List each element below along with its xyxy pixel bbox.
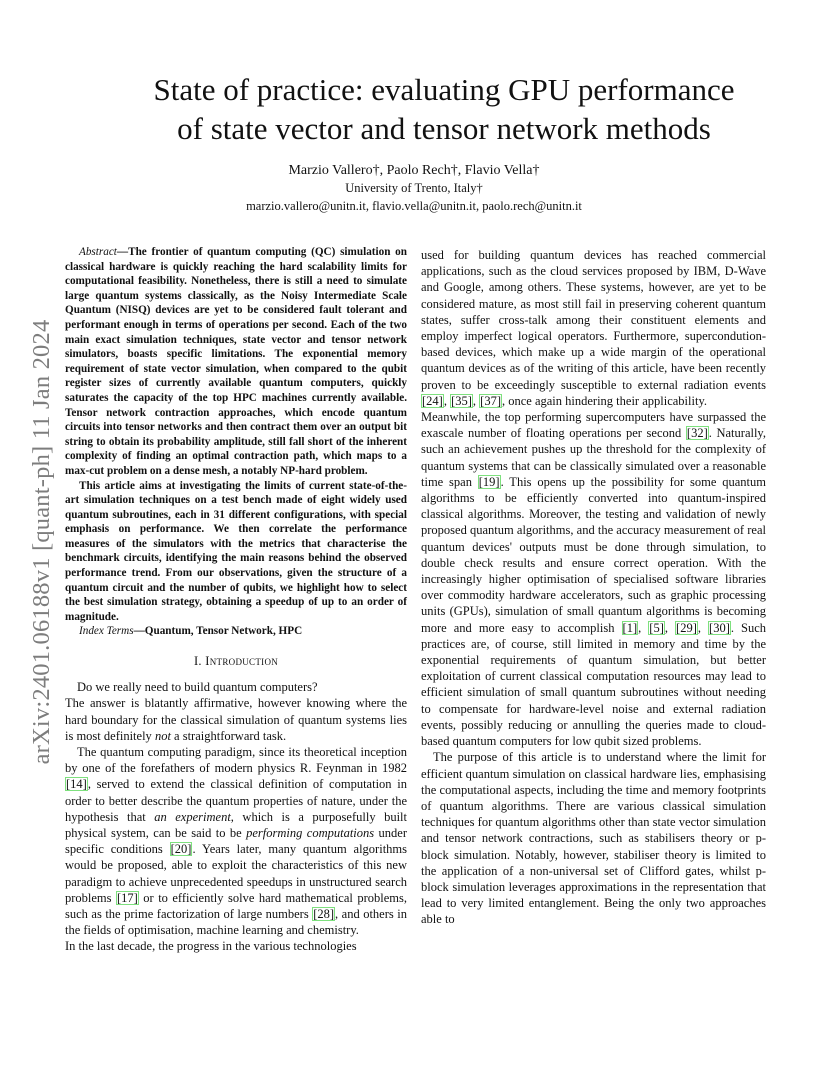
author-emails: marzio.vallero@unitn.it, flavio.vella@unitn.it, paolo.rech@unitn.it [246,199,582,213]
intro-p3-emphasis-2: performing computations [246,826,375,841]
arxiv-side-identifier [26,282,58,802]
body-p2-c: . This opens up the possibility for some quantum algorithms to be efficiently converted into quantum-inspired classical algorithms. Moreover, the testing and validation of newly proposed quantum algorithms, and the accuracy measurement of real quantum devices' outputs must be done through simulation, to double check results and ensure correct operation. With the increasingly higher optimisation of specialised software libraries over commodity hardware accelerators, such as graphic processing units (GPUs), simulation of small quantum algorithms is becoming more and more easy to accomplish [421,474,766,635]
citation-separator: , [638,620,649,635]
arxiv-id-text: arXiv:2401.06188v1 [quant-ph] 11 Jan 2024 [28,319,55,765]
body-p2-b: . Naturally, such an achievement pushes up the threshold for the complexity of quantum systems that can be classically simulated over a reasonable time span [421,426,766,489]
citation-link-30[interactable]: [30] [709,620,730,635]
abstract-text-1: —The frontier of quantum computing (QC) simulation on classical hardware is quickly reaching the hard scalability limits for computational feasibility. Nonetheless, there is still a need to simulate large quantum systems classically, as the Noisy Intermediate Scale Quantum (NISQ) devices are yet to be considered fault tolerant and performant enough in terms of operations per second. Each of the two main exact simulation techniques, state vector and tensor network simulators, boasts specific limitations. The exponential memory requirement of state vector simulation, when compared to the qubit register sizes of currently available quantum computers, quickly saturates the capacity of the top HPC machines currently available. Tensor network contraction approaches, which encode quantum circuits into tensor networks and then contract them over an output bit string to obtain its probability amplitude, still fall short of the inherent complexity of finding an optimal contraction path, which maps to a max-cut problem on a dense mesh, a notably NP-hard problem. [65,246,407,477]
citation-link-5[interactable]: [5] [649,620,664,635]
citation-separator: , [697,620,709,635]
index-terms-text: —Quantum, Tensor Network, HPC [133,625,303,638]
body-p2-a: Meanwhile, the top performing supercomputers have surpassed the exascale number of floating operations per second [421,410,766,441]
body-p1-b: , once again hindering their applicability. [501,393,708,408]
citation-link-35[interactable]: [35] [451,393,472,408]
intro-p3-d: under specific conditions [65,826,408,857]
citation-link-17[interactable]: [17] [117,890,138,905]
intro-p3-e: . Years later, many quantum algorithms would be proposed, able to exploit the characteristics of this new paradigm to achieve unprecedented speedups in unstructured search problems [65,842,407,905]
body-paragraph-1 [421,247,766,409]
citation-link-29[interactable]: [29] [676,620,697,635]
intro-paragraph-1: Do we really need to build quantum computers? [77,680,318,695]
intro-paragraph-3 [65,744,407,938]
title-line-2: of state vector and tensor network methods [177,111,711,146]
intro-p3-g: , and others in the fields of optimisation, machine learning and chemistry. [65,907,407,938]
paper-title [60,70,828,148]
left-column [65,245,407,955]
abstract-paragraph-1 [65,245,407,479]
citation-link-24[interactable]: [24] [422,393,443,408]
intro-p2-emphasis: not [154,728,171,743]
citation-separator: , [443,393,451,408]
intro-p3-emphasis-1: an experiment [154,809,231,824]
section-number: I. [193,654,202,669]
citation-link-37[interactable]: [37] [480,393,501,408]
citation-link-19[interactable]: [19] [478,474,500,489]
body-paragraph-3: The purpose of this article is to understand where the limit for efficient quantum simulation on classical hardware lies, emphasising the computational aspects, including the time and memory footprints of quantum algorithms. There are various classical simulation techniques for quantum algorithms other than state vector simulation and tensor network contractions, such as stabilisers theory or p-block simulation. Notably, however, stabiliser theory is limited to the application of a non-universal set of Clifford gates, whilst p-block simulation leverages approximations in the representation that lead to very limited entanglement. Being the only two approaches able to [421,750,766,927]
index-terms-label: Index Terms [79,625,134,638]
citation-separator: , [472,393,480,408]
intro-paragraph-2 [65,695,407,744]
citation-link-14[interactable]: [14] [66,777,87,792]
citation-separator: , [664,620,676,635]
intro-p3-f: or to efficiently solve hard mathematical problems, such as the prime factorization of large numbers [65,890,407,922]
author-list: Marzio Vallero†, Paolo Rech†, Flavio Vella† [288,163,540,178]
abstract [65,245,407,624]
body-p2-d: . Such practices are, of course, still limited in memory and time by the exponential requirements of quantum simulation, but better exploitation of current classical computation resources may lead to efficient simulation of small quantum subroutines without needing to compensate for hardware-level noise and external radiation events, possibly reducing or annulling the queries made to cloud-based quantum computers for low qubit sized problems. [421,620,767,749]
section-title-text: Introduction [205,654,279,669]
intro-p2-end: a straightforward task. [170,728,287,743]
intro-p3-b: , served to extend the classical definition of computation in order to better describe the quantum properties of nature, under the hypothesis that [65,777,407,824]
citation-link-20[interactable]: [20] [170,842,192,857]
body-p1-a: used for building quantum devices has reached commercial applications, such as the cloud services proposed by IBM, D-Wave and Google, among others. These systems, however, are yet to be considered mature, as most still fail in preserving coherent quantum states, suffer cross-talk among their constituent elements and employ imperfect logical operators. Furthermore, supercondution-based devices, which make up a wide margin of the operational quantum devices as of the writing of this article, have been recently proven to be exceedingly susceptible to external radiation events [421,248,766,392]
intro-p3-c: , which is a purposefully built physical system, can be said to be [65,809,408,841]
abstract-paragraph-2: This article aims at investigating the limits of current state-of-the-art simulation techniques on a test bench made of eight widely used quantum subroutines, each in 31 different configurations, with special emphasis on performance. We then correlate the performance measures of the simulators with the metrics that characterise the benchmark circuits, identifying the main reasons behind the observed performance trend. From our observations, given the structure of a quantum circuit and the number of qubits, we highlight how to select the best simulation strategy, obtaining a speedup of up to an order of magnitude. [65,479,407,623]
index-terms [65,624,407,639]
affiliation: University of Trento, Italy† [345,181,483,195]
body-paragraph-2 [421,409,766,749]
intro-paragraph-4: In the last decade, the progress in the various technologies [65,939,357,954]
citation-link-28[interactable]: [28] [313,907,335,922]
right-column [421,247,766,928]
intro-p3-a: The quantum computing paradigm, since its theoretical inception by one of the forefathers of modern physics R. Feynman in 1982 [65,745,407,776]
intro-p2-text: The answer is blatantly affirmative, however knowing where the hard boundary for the classical simulation of quantum systems lies is most definitely [65,696,407,743]
title-line-1: State of practice: evaluating GPU performance [153,72,735,107]
citation-link-1[interactable]: [1] [622,620,638,635]
citation-link-32[interactable]: [32] [686,426,708,441]
abstract-label: Abstract [79,246,117,258]
section-heading-introduction [65,653,407,669]
